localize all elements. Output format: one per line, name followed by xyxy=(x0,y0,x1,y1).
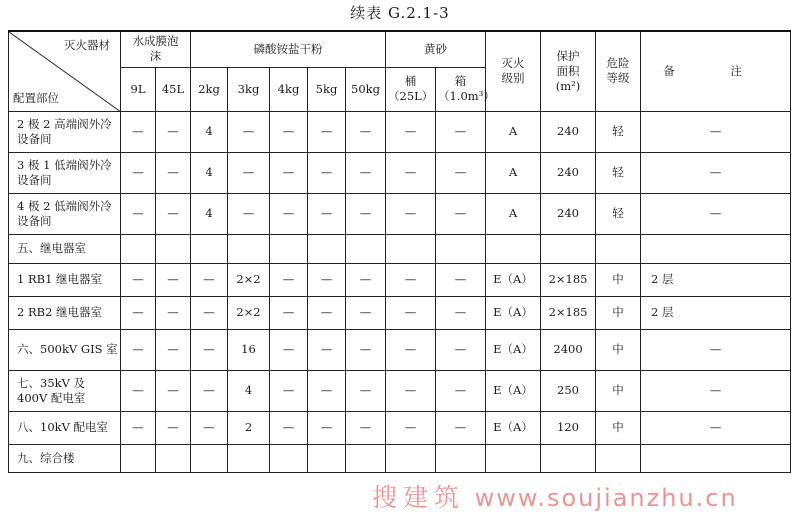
table-cell: — xyxy=(386,111,436,152)
table-cell xyxy=(156,444,191,472)
table-cell: 2×185 xyxy=(541,263,596,296)
table-cell: 240 xyxy=(541,152,596,193)
table-cell: — xyxy=(308,411,346,444)
table-cell: — xyxy=(436,329,486,370)
table-cell: 4 xyxy=(228,370,270,411)
table-cell: — xyxy=(121,111,156,152)
table-cell: 中 xyxy=(596,370,641,411)
powder-col-header: 2kg xyxy=(191,67,228,111)
table-cell: — xyxy=(121,152,156,193)
table-cell: — xyxy=(308,111,346,152)
group-powder-header: 磷酸铵盐干粉 xyxy=(191,31,386,67)
table-cell: 2 xyxy=(228,411,270,444)
group-sand-header: 黄砂 xyxy=(386,31,486,67)
table-cell xyxy=(641,444,791,472)
table-cell: — xyxy=(346,411,386,444)
table-cell: — xyxy=(121,263,156,296)
table-cell: 轻 xyxy=(596,152,641,193)
table-cell: — xyxy=(346,296,386,329)
table-cell: — xyxy=(386,329,436,370)
table-cell xyxy=(596,444,641,472)
table-cell: — xyxy=(191,296,228,329)
row-location-cell: 八、10kV 配电室 xyxy=(9,411,121,444)
table-cell xyxy=(270,234,308,263)
corner-header-cell xyxy=(9,31,121,111)
table-cell: — xyxy=(346,111,386,152)
table-cell: A xyxy=(486,111,541,152)
table-cell xyxy=(486,234,541,263)
table-row xyxy=(9,411,791,444)
table-cell: 250 xyxy=(541,370,596,411)
table-row xyxy=(9,296,791,329)
table-cell: — xyxy=(346,329,386,370)
table-cell xyxy=(486,444,541,472)
table-cell: E（A） xyxy=(486,263,541,296)
table-cell: — xyxy=(156,111,191,152)
table-cell: 2×185 xyxy=(541,296,596,329)
table-cell: — xyxy=(308,193,346,234)
table-cell xyxy=(541,234,596,263)
area-header: 保护面积(m²) xyxy=(541,31,596,111)
row-location-cell: 1 RB1 继电器室 xyxy=(9,263,121,296)
row-location-cell: 2 极 2 高端阀外冷设备间 xyxy=(9,111,121,152)
table-cell: — xyxy=(346,263,386,296)
table-cell: E（A） xyxy=(486,370,541,411)
table-cell: — xyxy=(386,263,436,296)
table-cell: — xyxy=(156,152,191,193)
row-location-cell: 九、综合楼 xyxy=(9,444,121,472)
table-cell: — xyxy=(270,329,308,370)
row-location-cell: 3 极 1 低端阀外冷设备间 xyxy=(9,152,121,193)
table-cell xyxy=(386,234,436,263)
table-cell: — xyxy=(346,193,386,234)
sand-col-header: 桶（25L） xyxy=(386,67,436,111)
table-cell: — xyxy=(228,111,270,152)
table-cell xyxy=(436,444,486,472)
row-location-cell: 六、500kV GIS 室 xyxy=(9,329,121,370)
table-cell: — xyxy=(270,152,308,193)
table-cell: — xyxy=(436,263,486,296)
table-cell xyxy=(541,444,596,472)
table-cell: — xyxy=(386,370,436,411)
table-cell xyxy=(308,234,346,263)
note-header: 备 注 xyxy=(641,31,791,111)
table-cell xyxy=(156,234,191,263)
watermark xyxy=(372,478,738,514)
table-cell: — xyxy=(270,263,308,296)
table-cell: — xyxy=(156,193,191,234)
table-cell xyxy=(121,444,156,472)
table-cell: — xyxy=(386,152,436,193)
table-cell: — xyxy=(121,193,156,234)
table-cell: — xyxy=(308,152,346,193)
watermark-latin: www.soujianzhu.cn xyxy=(474,484,738,512)
table-row xyxy=(9,263,791,296)
table-cell: 2 层 xyxy=(641,296,791,329)
table-cell: E（A） xyxy=(486,411,541,444)
table-cell: — xyxy=(346,370,386,411)
table-title: 续表 G.2.1-3 xyxy=(350,4,450,22)
table-cell: 4 xyxy=(191,152,228,193)
table-cell: — xyxy=(121,329,156,370)
powder-col-header: 3kg xyxy=(228,67,270,111)
table-cell: — xyxy=(270,193,308,234)
table-cell xyxy=(346,234,386,263)
table-cell: — xyxy=(121,370,156,411)
table-cell: — xyxy=(436,152,486,193)
foam-col-header: 45L xyxy=(156,67,191,111)
table-cell: — xyxy=(308,263,346,296)
table-cell: — xyxy=(228,152,270,193)
table-cell: — xyxy=(191,263,228,296)
table-row xyxy=(9,193,791,234)
row-location-cell: 七、35kV 及 400V 配电室 xyxy=(9,370,121,411)
table-cell: — xyxy=(346,152,386,193)
table-cell xyxy=(270,444,308,472)
powder-col-header: 50kg xyxy=(346,67,386,111)
row-location-cell: 2 RB2 继电器室 xyxy=(9,296,121,329)
table-cell: — xyxy=(156,296,191,329)
table-cell: 轻 xyxy=(596,193,641,234)
table-cell: 中 xyxy=(596,329,641,370)
table-cell: — xyxy=(386,411,436,444)
table-cell: 4 xyxy=(191,111,228,152)
table-cell: — xyxy=(436,193,486,234)
table-cell: — xyxy=(641,193,791,234)
watermark-cjk: 搜建筑 xyxy=(372,483,466,512)
table-cell: A xyxy=(486,152,541,193)
powder-col-header: 5kg xyxy=(308,67,346,111)
table-row xyxy=(9,234,791,263)
foam-col-header: 9L xyxy=(121,67,156,111)
table-cell: 中 xyxy=(596,296,641,329)
table-row xyxy=(9,111,791,152)
table-cell: 240 xyxy=(541,111,596,152)
table-cell: 轻 xyxy=(596,111,641,152)
table-cell: — xyxy=(436,111,486,152)
fire-extinguisher-table xyxy=(8,30,791,473)
table-cell xyxy=(386,444,436,472)
table-cell xyxy=(308,444,346,472)
table-cell xyxy=(121,234,156,263)
table-cell: — xyxy=(156,370,191,411)
table-cell: 240 xyxy=(541,193,596,234)
table-cell: — xyxy=(641,370,791,411)
table-cell xyxy=(641,234,791,263)
table-cell: — xyxy=(191,329,228,370)
table-cell: — xyxy=(156,329,191,370)
hazard-header: 危险等级 xyxy=(596,31,641,111)
table-cell: — xyxy=(308,370,346,411)
table-cell: — xyxy=(121,411,156,444)
class-header: 灭火级别 xyxy=(486,31,541,111)
table-cell xyxy=(346,444,386,472)
table-cell: 16 xyxy=(228,329,270,370)
table-cell: 2 层 xyxy=(641,263,791,296)
table-cell: — xyxy=(121,296,156,329)
table-cell: — xyxy=(191,370,228,411)
table-cell xyxy=(228,234,270,263)
sand-col-header: 箱（1.0m³） xyxy=(436,67,486,111)
table-cell: — xyxy=(641,111,791,152)
table-row xyxy=(9,329,791,370)
table-cell: — xyxy=(228,193,270,234)
table-cell: 中 xyxy=(596,411,641,444)
row-location-cell: 五、继电器室 xyxy=(9,234,121,263)
table-row xyxy=(9,370,791,411)
table-cell: — xyxy=(191,411,228,444)
table-cell: — xyxy=(436,370,486,411)
table-cell: — xyxy=(308,329,346,370)
table-cell: — xyxy=(386,296,436,329)
corner-top-label: 灭火器材 xyxy=(64,38,110,52)
corner-bottom-label: 配置部位 xyxy=(13,90,59,105)
table-cell: — xyxy=(641,152,791,193)
table-cell: — xyxy=(641,411,791,444)
table-cell: 4 xyxy=(191,193,228,234)
table-cell xyxy=(228,444,270,472)
table-cell: 2×2 xyxy=(228,296,270,329)
table-cell: E（A） xyxy=(486,296,541,329)
table-cell: — xyxy=(270,411,308,444)
table-cell: — xyxy=(270,370,308,411)
table-cell: — xyxy=(386,193,436,234)
table-cell: 2400 xyxy=(541,329,596,370)
table-cell: — xyxy=(308,296,346,329)
table-cell: 2×2 xyxy=(228,263,270,296)
table-cell xyxy=(191,234,228,263)
table-cell: — xyxy=(270,296,308,329)
table-cell: — xyxy=(436,296,486,329)
table-cell xyxy=(436,234,486,263)
table-cell: 120 xyxy=(541,411,596,444)
powder-col-header: 4kg xyxy=(270,67,308,111)
table-cell xyxy=(596,234,641,263)
table-cell: — xyxy=(156,411,191,444)
table-cell: — xyxy=(156,263,191,296)
table-cell: 中 xyxy=(596,263,641,296)
table-row xyxy=(9,444,791,472)
table-cell: — xyxy=(436,411,486,444)
table-cell: A xyxy=(486,193,541,234)
table-row xyxy=(9,152,791,193)
table-cell: — xyxy=(641,329,791,370)
group-foam-header: 水成膜泡沫 xyxy=(121,31,191,67)
table-cell: E（A） xyxy=(486,329,541,370)
table-cell xyxy=(191,444,228,472)
table-cell: — xyxy=(270,111,308,152)
row-location-cell: 4 极 2 低端阀外冷设备间 xyxy=(9,193,121,234)
